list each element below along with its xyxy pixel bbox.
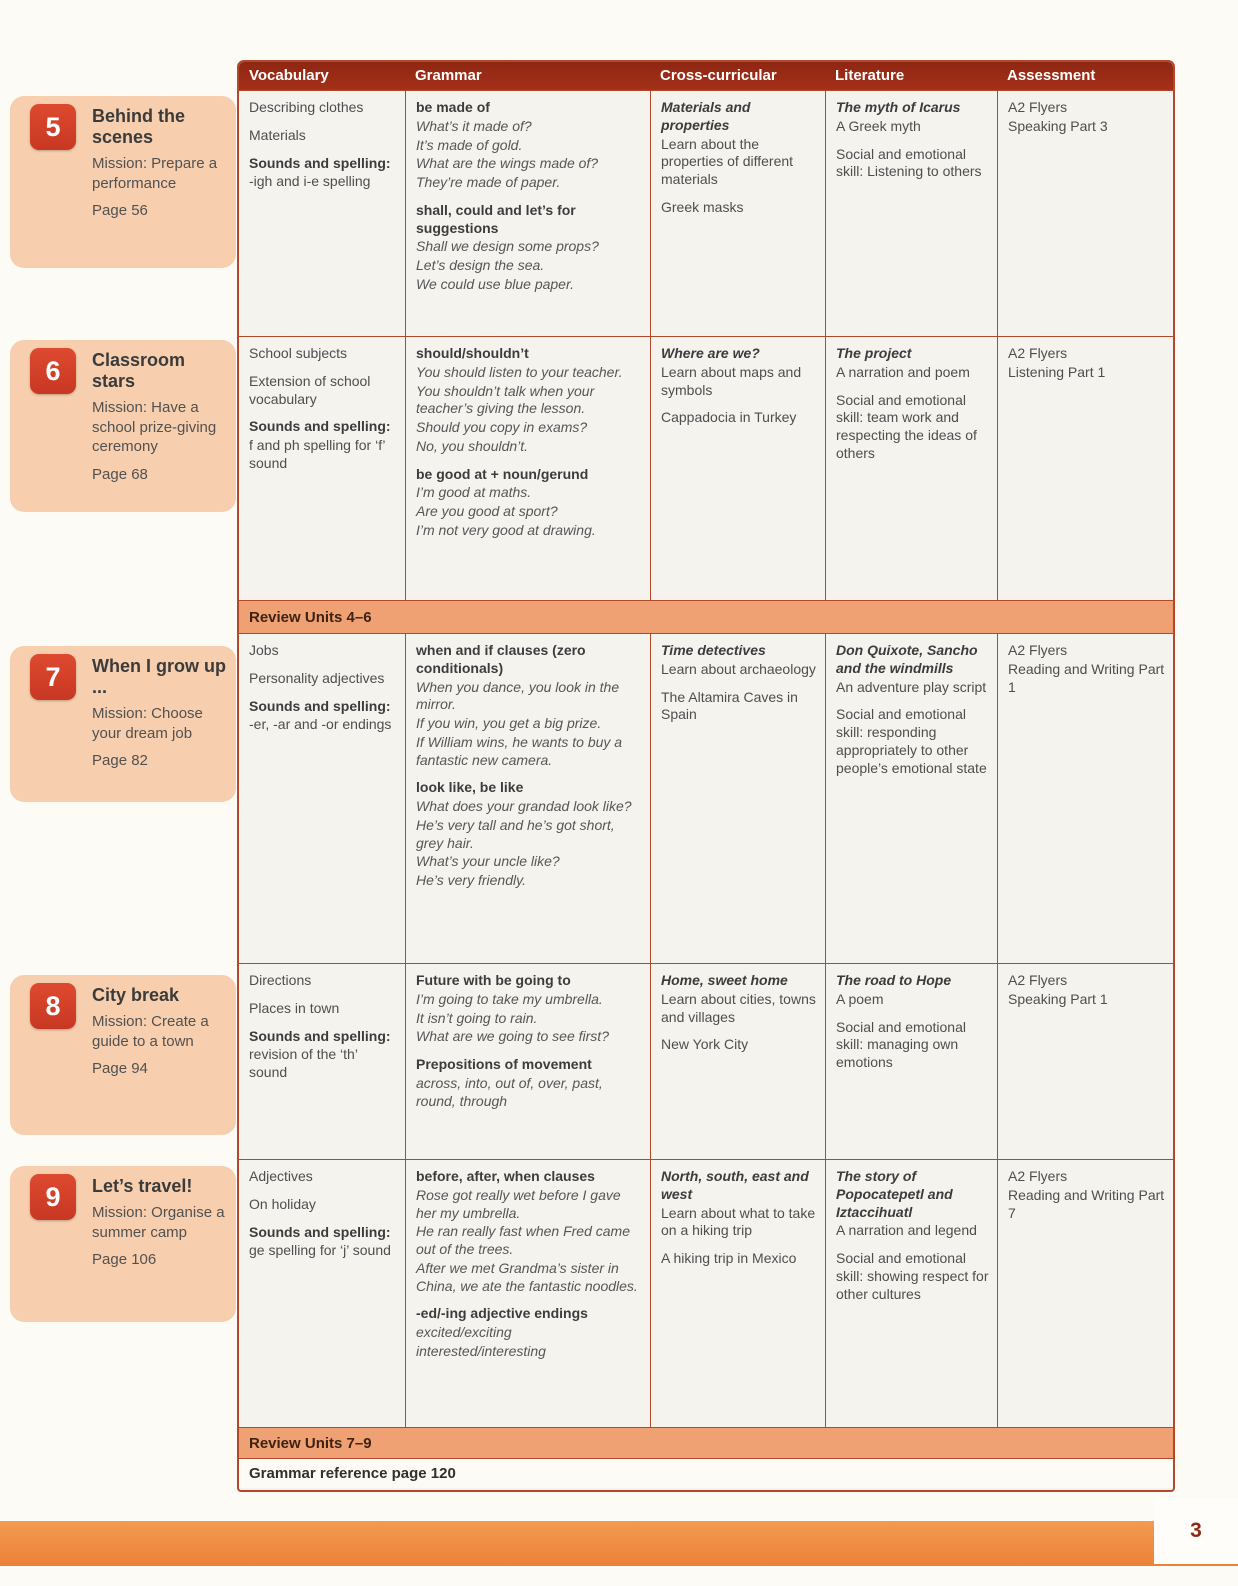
unit-number-badge: 5 bbox=[30, 104, 76, 150]
review-label: Review Units 4–6 bbox=[249, 608, 372, 626]
cell-line: f and ph spelling for ‘f’ sound bbox=[249, 437, 385, 471]
cell-line: The story of Popocatepetl and Iztaccihuatl bbox=[836, 1168, 953, 1220]
cell-line: Reading and Writing Part 7 bbox=[1008, 1186, 1165, 1221]
cell-line: Sounds and spelling: bbox=[249, 154, 391, 171]
unit-mission: Mission: Have a school prize-giving ceremony bbox=[92, 399, 217, 456]
cell-line: A2 Flyers bbox=[1008, 99, 1068, 115]
cell-line: A2 Flyers bbox=[1008, 1168, 1068, 1184]
cell-literature-unit-6 bbox=[825, 337, 997, 600]
cell-line: ge spelling for ‘j’ sound bbox=[249, 1242, 391, 1259]
unit-title: When I grow up ... bbox=[92, 656, 226, 698]
cell-literature-unit-9 bbox=[825, 1160, 997, 1427]
cell-line: -igh and i-e spelling bbox=[249, 173, 371, 190]
cell-line: A2 Flyers bbox=[1008, 642, 1068, 658]
cell-assessment-unit-9 bbox=[997, 1160, 1173, 1427]
unit-title: Classroom stars bbox=[92, 350, 186, 392]
cell-line: Where are we? bbox=[661, 345, 760, 361]
cell-line: No, you shouldn’t. bbox=[416, 437, 529, 454]
cell-cross-curricular-unit-8 bbox=[650, 964, 825, 1159]
cell-grammar-unit-9 bbox=[405, 1160, 650, 1427]
page-number-box bbox=[1154, 1498, 1238, 1564]
cell-line: School subjects bbox=[249, 345, 348, 361]
cell-line: Cappadocia in Turkey bbox=[661, 409, 797, 426]
cell-line: Learn about cities, towns and villages bbox=[661, 990, 816, 1025]
cell-line: Home, sweet home bbox=[661, 972, 788, 988]
cell-line: Materials bbox=[249, 126, 306, 143]
cell-line: Social and emotional skill: managing own emotions bbox=[836, 1018, 966, 1071]
cell-line: On holiday bbox=[249, 1195, 316, 1212]
cell-vocabulary-unit-6 bbox=[239, 337, 405, 600]
footer-bar bbox=[0, 1521, 1238, 1566]
column-header-grammar: Grammar bbox=[415, 67, 482, 84]
review-row bbox=[239, 600, 1173, 633]
cell-line: Social and emotional skill: showing respect for other cultures bbox=[836, 1250, 989, 1302]
cell-line: The Altamira Caves in Spain bbox=[661, 688, 798, 723]
cell-line: should/shouldn’t bbox=[416, 345, 529, 361]
unit-page-ref: Page 68 bbox=[92, 465, 148, 483]
review-label: Review Units 7–9 bbox=[249, 1434, 372, 1452]
cell-line: Jobs bbox=[249, 642, 279, 658]
unit-panel-5 bbox=[10, 96, 236, 268]
cell-literature-unit-5 bbox=[825, 91, 997, 336]
cell-grammar-unit-6 bbox=[405, 337, 650, 600]
cell-line: What’s it made of? bbox=[416, 117, 532, 134]
cell-grammar-unit-5 bbox=[405, 91, 650, 336]
cell-line: revision of the ‘th’ sound bbox=[249, 1046, 358, 1081]
unit-number-badge: 8 bbox=[30, 983, 76, 1029]
cell-assessment-unit-7 bbox=[997, 634, 1173, 963]
cell-line: Rose got really wet before I gave her my umbrella. bbox=[416, 1186, 621, 1221]
unit-info bbox=[92, 106, 226, 219]
cell-line: What does your grandad look like? bbox=[416, 798, 632, 815]
unit-row-8 bbox=[239, 963, 1173, 1159]
cell-line: The myth of Icarus bbox=[836, 99, 961, 115]
cell-line: I’m going to take my umbrella. bbox=[416, 990, 603, 1007]
cell-line: I’m not very good at drawing. bbox=[416, 521, 596, 538]
cell-assessment-unit-5 bbox=[997, 91, 1173, 336]
cell-line: Learn about what to take on a hiking trip bbox=[661, 1204, 816, 1239]
cell-line: If William wins, he wants to buy a fantastic new camera. bbox=[416, 733, 623, 768]
cell-line: Shall we design some props? bbox=[416, 238, 599, 255]
cell-line: Social and emotional skill: Listening to others bbox=[836, 145, 982, 180]
cell-literature-unit-7 bbox=[825, 634, 997, 963]
cell-line: It’s made of gold. bbox=[416, 136, 523, 153]
cell-line: Don Quixote, Sancho and the windmills bbox=[836, 642, 978, 676]
unit-info bbox=[92, 656, 226, 769]
cell-line: He ran really fast when Fred came out of the trees. bbox=[416, 1223, 630, 1258]
cell-line: Social and emotional skill: team work and respecting the ideas of others bbox=[836, 391, 977, 461]
unit-mission: Mission: Create a guide to a town bbox=[92, 1013, 209, 1050]
unit-number-badge: 7 bbox=[30, 654, 76, 700]
unit-panel-6 bbox=[10, 340, 236, 512]
cell-line: We could use blue paper. bbox=[416, 275, 574, 292]
cell-cross-curricular-unit-7 bbox=[650, 634, 825, 963]
column-header-assessment: Assessment bbox=[1007, 67, 1096, 84]
unit-number-badge: 6 bbox=[30, 348, 76, 394]
cell-line: Sounds and spelling: bbox=[249, 418, 391, 435]
unit-number-badge: 9 bbox=[30, 1174, 76, 1220]
cell-line: Learn about the properties of different materials bbox=[661, 135, 794, 188]
cell-vocabulary-unit-7 bbox=[239, 634, 405, 963]
cell-line: New York City bbox=[661, 1036, 749, 1053]
cell-line: What are the wings made of? bbox=[416, 155, 599, 172]
cell-line: Sounds and spelling: bbox=[249, 1223, 391, 1240]
cell-line: Social and emotional skill: responding appropriately to other people’s emotional state bbox=[836, 706, 987, 776]
cell-line: Time detectives bbox=[661, 642, 766, 658]
unit-info bbox=[92, 1176, 226, 1268]
cell-line: Sounds and spelling: bbox=[249, 1027, 391, 1044]
unit-row-5 bbox=[239, 90, 1173, 336]
page-number: 3 bbox=[1190, 1519, 1202, 1542]
unit-page-ref: Page 94 bbox=[92, 1060, 148, 1078]
cell-line: Future with be going to bbox=[416, 972, 571, 988]
unit-panel-9 bbox=[10, 1166, 236, 1322]
cell-line: Let’s design the sea. bbox=[416, 257, 545, 274]
grammar-reference-row bbox=[239, 1458, 1173, 1488]
unit-page-ref: Page 106 bbox=[92, 1251, 157, 1269]
cell-line: A2 Flyers bbox=[1008, 345, 1068, 361]
cell-line: across, into, out of, over, past, round, through bbox=[416, 1074, 603, 1109]
cell-line: A narration and poem bbox=[836, 363, 970, 380]
unit-info bbox=[92, 985, 226, 1077]
cell-line: Extension of school vocabulary bbox=[249, 372, 371, 407]
cell-line: It isn’t going to rain. bbox=[416, 1009, 538, 1026]
grammar-reference-label: Grammar reference page 120 bbox=[249, 1465, 456, 1482]
cell-line: Reading and Writing Part 1 bbox=[1008, 660, 1165, 695]
unit-row-7 bbox=[239, 633, 1173, 963]
table-header-row bbox=[239, 62, 1173, 90]
cell-literature-unit-8 bbox=[825, 964, 997, 1159]
unit-title: Behind the scenes bbox=[92, 106, 185, 148]
cell-line: A Greek myth bbox=[836, 117, 921, 134]
cell-vocabulary-unit-9 bbox=[239, 1160, 405, 1427]
cell-line: I’m good at maths. bbox=[416, 484, 532, 501]
cell-line: when and if clauses (zero conditionals) bbox=[416, 642, 586, 676]
cell-line: Should you copy in exams? bbox=[416, 419, 588, 436]
unit-mission: Mission: Prepare a performance bbox=[92, 155, 218, 192]
cell-line: Places in town bbox=[249, 999, 340, 1016]
cell-line: Learn about archaeology bbox=[661, 660, 816, 677]
cell-line: Are you good at sport? bbox=[416, 503, 558, 520]
cell-line: Describing clothes bbox=[249, 99, 364, 115]
unit-panel-8 bbox=[10, 975, 236, 1135]
cell-line: Speaking Part 1 bbox=[1008, 990, 1108, 1007]
cell-line: If you win, you get a big prize. bbox=[416, 715, 602, 732]
cell-line: An adventure play script bbox=[836, 678, 987, 695]
cell-line: Directions bbox=[249, 972, 312, 988]
cell-line: What’s your uncle like? bbox=[416, 853, 560, 870]
cell-line: Learn about maps and symbols bbox=[661, 363, 802, 398]
syllabus-table bbox=[237, 60, 1175, 1492]
cell-line: before, after, when clauses bbox=[416, 1168, 595, 1184]
cell-line: A2 Flyers bbox=[1008, 972, 1068, 988]
cell-grammar-unit-7 bbox=[405, 634, 650, 963]
cell-assessment-unit-8 bbox=[997, 964, 1173, 1159]
cell-line: When you dance, you look in the mirror. bbox=[416, 678, 620, 713]
cell-assessment-unit-6 bbox=[997, 337, 1173, 600]
cell-grammar-unit-8 bbox=[405, 964, 650, 1159]
cell-line: Personality adjectives bbox=[249, 669, 385, 686]
cell-line: Materials and properties bbox=[661, 99, 751, 133]
unit-title: City break bbox=[92, 985, 180, 1005]
unit-mission: Mission: Choose your dream job bbox=[92, 705, 203, 742]
cell-line: They’re made of paper. bbox=[416, 174, 561, 191]
unit-row-6 bbox=[239, 336, 1173, 600]
unit-page-ref: Page 82 bbox=[92, 752, 148, 770]
unit-panel-7 bbox=[10, 646, 236, 802]
cell-vocabulary-unit-5 bbox=[239, 91, 405, 336]
cell-line: excited/exciting bbox=[416, 1324, 512, 1341]
unit-title: Let’s travel! bbox=[92, 1176, 193, 1196]
unit-row-9 bbox=[239, 1159, 1173, 1427]
cell-line: Listening Part 1 bbox=[1008, 363, 1106, 380]
column-header-cross-curricular: Cross-curricular bbox=[660, 67, 777, 84]
cell-line: A hiking trip in Mexico bbox=[661, 1250, 797, 1267]
cell-cross-curricular-unit-9 bbox=[650, 1160, 825, 1427]
unit-mission: Mission: Organise a summer camp bbox=[92, 1204, 225, 1241]
cell-cross-curricular-unit-5 bbox=[650, 91, 825, 336]
cell-line: Greek masks bbox=[661, 198, 744, 215]
cell-line: Adjectives bbox=[249, 1168, 313, 1184]
cell-line: -er, -ar and -or endings bbox=[249, 716, 392, 733]
cell-line: You should listen to your teacher. bbox=[416, 363, 623, 380]
cell-line: shall, could and let’s for suggestions bbox=[416, 201, 576, 236]
cell-line: What are we going to see first? bbox=[416, 1028, 609, 1045]
unit-info bbox=[92, 350, 226, 483]
cell-line: After we met Grandma’s sister in China, we ate the fantastic noodles. bbox=[416, 1259, 638, 1294]
cell-line: North, south, east and west bbox=[661, 1168, 809, 1202]
cell-line: look like, be like bbox=[416, 779, 524, 796]
cell-line: A poem bbox=[836, 990, 884, 1007]
unit-page-ref: Page 56 bbox=[92, 202, 148, 220]
cell-vocabulary-unit-8 bbox=[239, 964, 405, 1159]
cell-line: He’s very tall and he’s got short, grey hair. bbox=[416, 816, 615, 851]
cell-cross-curricular-unit-6 bbox=[650, 337, 825, 600]
cell-line: You shouldn’t talk when your teacher’s giving the lesson. bbox=[416, 382, 595, 417]
cell-line: He’s very friendly. bbox=[416, 872, 526, 889]
review-row bbox=[239, 1427, 1173, 1458]
column-header-vocabulary: Vocabulary bbox=[249, 67, 329, 84]
cell-line: interested/interesting bbox=[416, 1342, 546, 1359]
cell-line: Prepositions of movement bbox=[416, 1056, 592, 1073]
cell-line: Speaking Part 3 bbox=[1008, 117, 1108, 134]
cell-line: A narration and legend bbox=[836, 1222, 977, 1239]
column-header-literature: Literature bbox=[835, 67, 905, 84]
cell-line: The project bbox=[836, 345, 912, 361]
cell-line: -ed/-ing adjective endings bbox=[416, 1305, 588, 1322]
cell-line: be made of bbox=[416, 99, 490, 115]
cell-line: Sounds and spelling: bbox=[249, 697, 391, 714]
cell-line: The road to Hope bbox=[836, 972, 952, 988]
cell-line: be good at + noun/gerund bbox=[416, 465, 589, 482]
